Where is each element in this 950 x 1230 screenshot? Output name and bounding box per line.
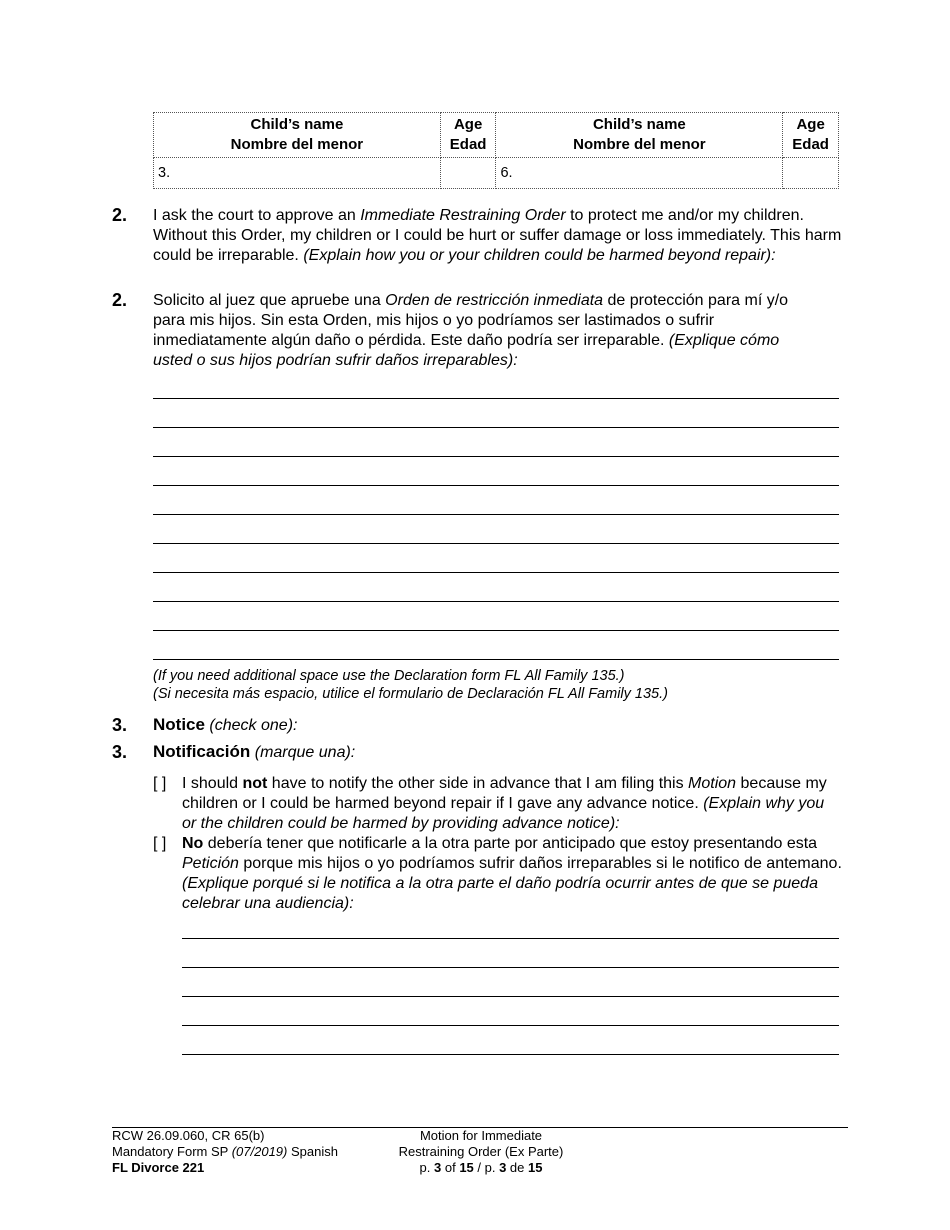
section-number: 2. xyxy=(112,205,128,225)
footer-title-line1: Motion for Immediate xyxy=(419,1128,543,1143)
section-2-english-text: I ask the court to approve an Immediate Restraining Order to protect me and/or my children. Without this Order, my children or I could be hurt or suffer damage or loss immediately. This harm could be irreparable. (Explain how you or your children could be harmed beyond repair): xyxy=(153,207,842,264)
footer-form-number: FL Divorce 221 xyxy=(112,1160,205,1175)
writing-line[interactable] xyxy=(182,996,839,997)
writing-line[interactable] xyxy=(153,572,839,573)
writing-line[interactable] xyxy=(182,1054,839,1055)
writing-line[interactable] xyxy=(182,967,839,968)
table-header-childs-name: Child’s name Nombre del menor xyxy=(154,113,441,158)
footer-left xyxy=(112,1128,338,1176)
writing-line[interactable] xyxy=(153,659,839,660)
table-header-childs-name: Child’s name Nombre del menor xyxy=(496,113,783,158)
writing-line[interactable] xyxy=(153,543,839,544)
notice-option-es-text: No debería tener que notificarle a la otra parte por anticipado que estoy presentando esta Petición porque mis hijos o yo podríamos sufrir daños irreparables si le notifico de antemano. (Explique porqué si le notifica a la otra parte el daño podría ocurrir antes de que se pueda celebrar una audiencia): xyxy=(182,835,842,912)
footer-form-info: Mandatory Form SP (07/2019) Spanish xyxy=(112,1144,338,1159)
notice-heading-en: Notice (check one): xyxy=(153,715,298,734)
writing-line[interactable] xyxy=(182,938,839,939)
additional-space-note-en: (If you need additional space use the Declaration form FL All Family 135.) xyxy=(153,668,625,684)
writing-line[interactable] xyxy=(182,1025,839,1026)
additional-space-note-es: (Si necesita más espacio, utilice el formulario de Declaración FL All Family 135.) xyxy=(153,686,668,702)
footer-page-number: p. 3 of 15 / p. 3 de 15 xyxy=(419,1160,543,1175)
section-number: 3. xyxy=(112,715,128,735)
writing-line[interactable] xyxy=(153,514,839,515)
child-age-field[interactable] xyxy=(783,158,839,189)
table-header-age: Age Edad xyxy=(440,113,496,158)
writing-line[interactable] xyxy=(153,456,839,457)
writing-line[interactable] xyxy=(153,601,839,602)
footer-title-line2: Restraining Order (Ex Parte) xyxy=(398,1144,564,1159)
notice-option-en-text: I should not have to notify the other side in advance that I am filing this Motion because my children or I could be harmed beyond repair if I gave any advance notice. (Explain why you or the children could be harmed by providing advance notice): xyxy=(182,775,827,832)
writing-line[interactable] xyxy=(153,398,839,399)
child-name-field[interactable]: 3. xyxy=(154,158,441,189)
table-row xyxy=(154,158,839,189)
writing-line[interactable] xyxy=(153,485,839,486)
children-table xyxy=(153,112,839,189)
footer-statute: RCW 26.09.060, CR 65(b) xyxy=(112,1128,265,1143)
checkbox[interactable]: [ ] xyxy=(153,775,167,792)
section-number: 2. xyxy=(112,290,128,310)
table-header-age: Age Edad xyxy=(783,113,839,158)
child-name-field[interactable]: 6. xyxy=(496,158,783,189)
section-number: 3. xyxy=(112,742,128,762)
checkbox[interactable]: [ ] xyxy=(153,835,167,852)
notice-heading-es: Notificación (marque una): xyxy=(153,742,356,761)
writing-line[interactable] xyxy=(153,427,839,428)
child-age-field[interactable] xyxy=(440,158,496,189)
writing-line[interactable] xyxy=(153,630,839,631)
section-2-spanish-text: Solicito al juez que apruebe una Orden de restricción inmediata de protección para mí y/o para mis hijos. Sin esta Orden, mis hijos o yo podríamos ser lastimados o sufrir inmediatamente algún daño o pérdida. Este daño podría ser irreparable. (Explique cómo usted o sus hijos podrían sufrir daños irreparables): xyxy=(153,292,789,369)
footer-middle xyxy=(381,1128,581,1176)
